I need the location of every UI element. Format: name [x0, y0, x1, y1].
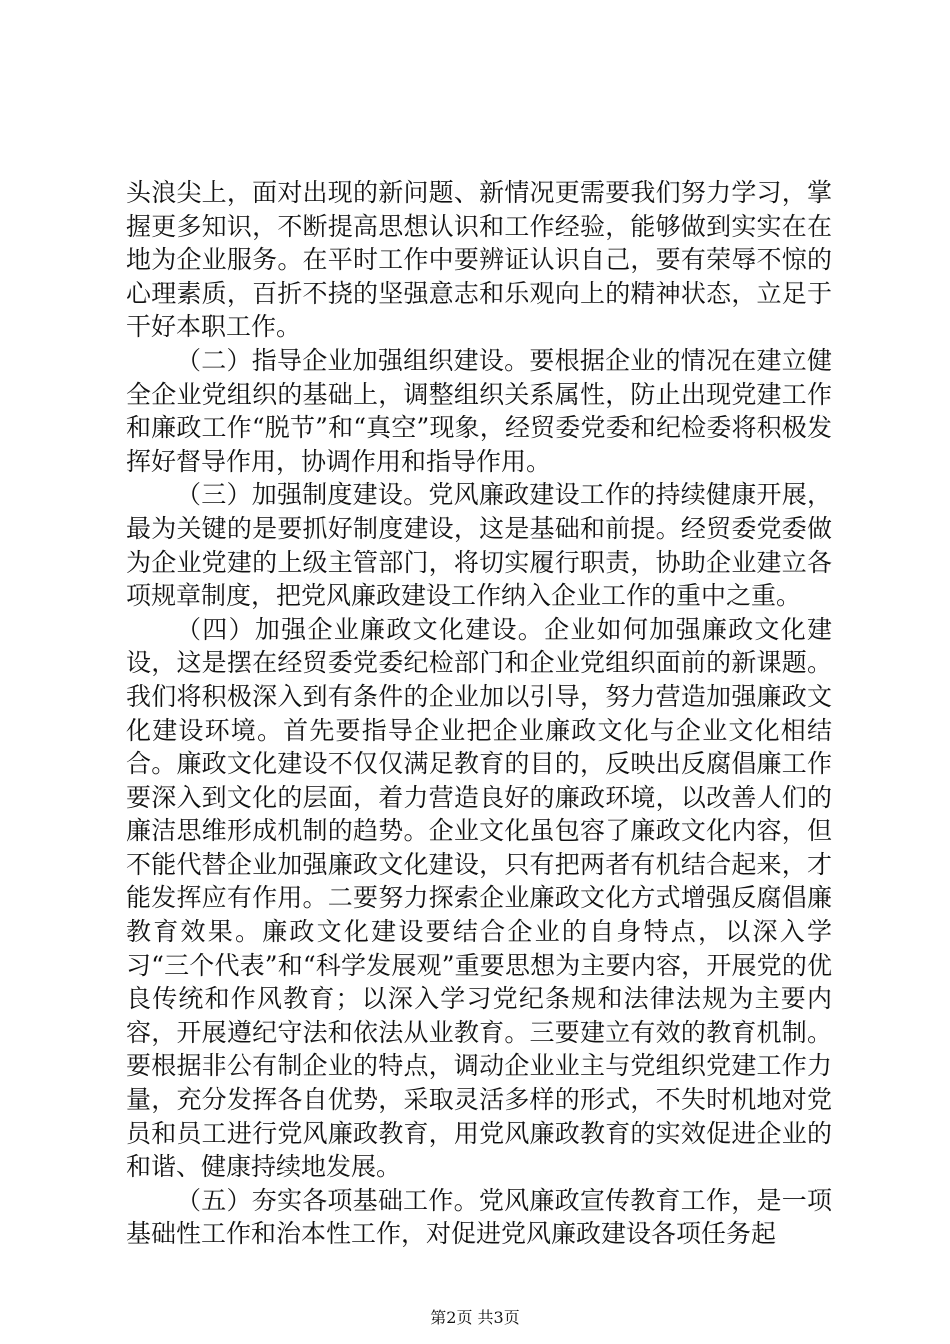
- paragraph-section-3: （三）加强制度建设。党风廉政建设工作的持续健康开展，最为关键的是要抓好制度建设，这是基础和前提。经贸委党委做为企业党建的上级主管部门，将切实履行职责，协助企业建立各项规章制度，把党风廉政建设工作纳入企业工作的重中之重。: [126, 480, 832, 611]
- paragraph-section-2: （二）指导企业加强组织建设。要根据企业的情况在建立健全企业党组织的基础上，调整组织关系属性，防止出现党建工作和廉政工作“脱节”和“真空”现象，经贸委党委和纪检委将积极发挥好督导作用，协调作用和指导作用。: [126, 345, 832, 476]
- paragraph-section-5: （五）夯实各项基础工作。党风廉政宣传教育工作，是一项基础性工作和治本性工作，对促进党风廉政建设各项任务起: [126, 1185, 832, 1249]
- paragraph-section-4: （四）加强企业廉政文化建设。企业如何加强廉政文化建设，这是摆在经贸委党委纪检部门和企业党组织面前的新课题。我们将积极深入到有条件的企业加以引导，努力营造加强廉政文化建设环境。首先要指导企业把企业廉政文化与企业文化相结合。廉政文化建设不仅仅满足教育的目的，反映出反腐倡廉工作要深入到文化的层面，着力营造良好的廉政环境，以改善人们的廉洁思维形成机制的趋势。企业文化虽包容了廉政文化内容，但不能代替企业加强廉政文化建设，只有把两者有机结合起来，才能发挥应有作用。二要努力探索企业廉政文化方式增强反腐倡廉教育效果。廉政文化建设要结合企业的自身特点，以深入学习“三个代表”和“科学发展观”重要思想为主要内容，开展党的优良传统和作风教育；以深入学习党纪条规和法律法规为主要内容，开展遵纪守法和依法从业教育。三要建立有效的教育机制。要根据非公有制企业的特点，调动企业业主与党组织党建工作力量，充分发挥各自优势，采取灵活多样的形式，不失时机地对党员和员工进行党风廉政教育，用党风廉政教育的实效促进企业的和谐、健康持续地发展。: [126, 614, 832, 1182]
- paragraph-continuation: 头浪尖上，面对出现的新问题、新情况更需要我们努力学习，掌握更多知识，不断提高思想认识和工作经验，能够做到实实在在地为企业服务。在平时工作中要辨证认识自己，要有荣辱不惊的心理素质，百折不挠的坚强意志和乐观向上的精神状态，立足于干好本职工作。: [126, 178, 832, 342]
- document-body: [126, 176, 832, 1251]
- page-number-footer: 第2页 共3页: [430, 1308, 520, 1327]
